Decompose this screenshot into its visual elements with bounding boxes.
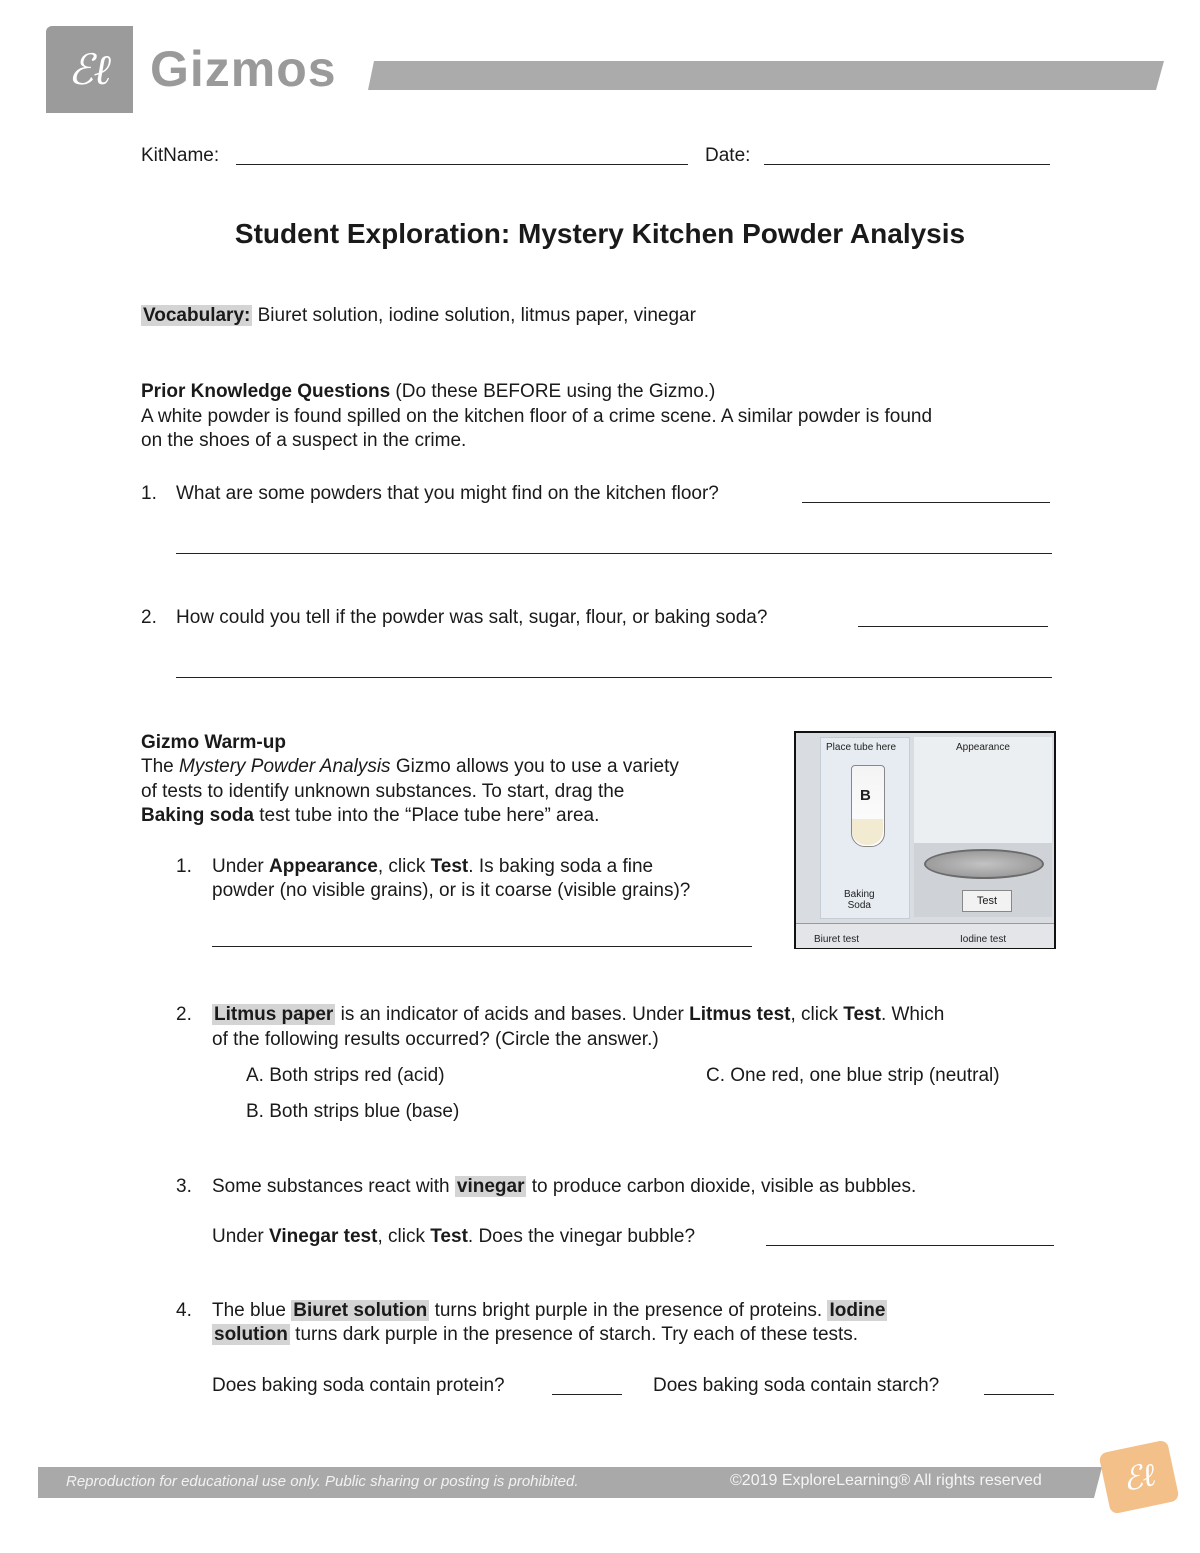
footer-copyright: ©2019 ExploreLearning® All rights reserved bbox=[730, 1472, 1042, 1489]
q4-biuret: Biuret solution bbox=[293, 1300, 428, 1321]
q1-test: Test bbox=[430, 856, 469, 877]
page-title: Student Exploration: Mystery Kitchen Powder Analysis bbox=[234, 218, 966, 249]
warmup-q3-number: 3. bbox=[176, 1176, 192, 1197]
header-bar bbox=[368, 61, 1164, 90]
warmup-line-1 bbox=[141, 755, 679, 779]
date-line[interactable] bbox=[764, 164, 1050, 165]
warmup-line-3 bbox=[141, 804, 599, 828]
vocabulary bbox=[141, 304, 696, 328]
q3h: . Does the vinegar bubble? bbox=[467, 1226, 696, 1247]
warmup-l1a: The bbox=[141, 756, 180, 777]
prior-q1-answer-line-2[interactable] bbox=[176, 553, 1052, 554]
q2-litmus-test: Litmus test bbox=[689, 1004, 791, 1025]
warmup-q2-line-1 bbox=[212, 1003, 944, 1027]
q3-test: Test bbox=[430, 1226, 468, 1247]
q4-iodine: Iodine bbox=[829, 1300, 886, 1321]
powder bbox=[852, 819, 883, 845]
name-line[interactable] bbox=[236, 164, 688, 165]
footer-logo bbox=[1098, 1439, 1179, 1514]
warmup-q1-line-2: powder (no visible grains), or is it coarse (visible grains)? bbox=[212, 880, 691, 901]
warmup-l1c: Gizmo allows you to use a variety bbox=[390, 756, 679, 777]
appearance-label: Appearance bbox=[956, 742, 1010, 753]
warmup-q4-line-2 bbox=[212, 1323, 858, 1347]
vocabulary-label: Vocabulary: bbox=[143, 305, 251, 326]
prior-heading-line bbox=[141, 380, 715, 404]
prior-q2-number: 2. bbox=[141, 607, 157, 628]
biuret-tab[interactable]: Biuret test bbox=[814, 934, 860, 945]
q2-litmus-paper: Litmus paper bbox=[214, 1004, 334, 1025]
q1a: Under bbox=[212, 856, 270, 877]
prior-note: (Do these BEFORE using the Gizmo.) bbox=[390, 381, 716, 402]
option-c[interactable]: C. One red, one blue strip (neutral) bbox=[706, 1065, 1000, 1086]
prior-q1: What are some powders that you might find on the kitchen floor? bbox=[176, 483, 719, 504]
q4-protein-question: Does baking soda contain protein? bbox=[212, 1375, 505, 1396]
q2f: . Which bbox=[880, 1004, 945, 1025]
name-label: KitName: bbox=[141, 145, 220, 166]
prior-q2-answer-line[interactable] bbox=[858, 626, 1048, 627]
prior-paragraph-2: on the shoes of a suspect in the crime. bbox=[141, 430, 467, 451]
q3c: to produce carbon dioxide, visible as bubbles. bbox=[526, 1176, 917, 1197]
prior-q2: How could you tell if the powder was salt, sugar, flour, or baking soda? bbox=[176, 607, 768, 628]
q2b: is an indicator of acids and bases. Under bbox=[335, 1004, 690, 1025]
q4-protein-answer-line[interactable] bbox=[552, 1394, 622, 1395]
q3d: Under bbox=[212, 1226, 270, 1247]
warmup-q3-line-2 bbox=[212, 1225, 695, 1249]
tube-name: Baking Soda bbox=[844, 889, 875, 911]
vocabulary-text: Biuret solution, iodine solution, litmus paper, vinegar bbox=[252, 305, 696, 326]
warmup-line-2: of tests to identify unknown substances. To start, drag the bbox=[141, 781, 625, 802]
footer-logo-mark: ℰℓ bbox=[1119, 1455, 1159, 1499]
warmup-q1-line-1 bbox=[212, 855, 653, 879]
q4c: turns bright purple in the presence of proteins. bbox=[429, 1300, 828, 1321]
prior-q2-answer-line-2[interactable] bbox=[176, 677, 1052, 678]
q4f: turns dark purple in the presence of starch. Try each of these tests. bbox=[289, 1324, 859, 1345]
q4-starch-answer-line[interactable] bbox=[984, 1394, 1054, 1395]
warmup-l3b: test tube into the “Place tube here” area. bbox=[253, 805, 600, 826]
warmup-q3-line-1 bbox=[212, 1175, 916, 1199]
q1c: , click bbox=[377, 856, 431, 877]
dish bbox=[924, 849, 1044, 879]
warmup-q4-line-1 bbox=[212, 1299, 887, 1323]
q4a: The blue bbox=[212, 1300, 292, 1321]
q2-test: Test bbox=[843, 1004, 881, 1025]
prior-q1-number: 1. bbox=[141, 483, 157, 504]
prior-paragraph-1: A white powder is found spilled on the kitchen floor of a crime scene. A similar powder is found bbox=[141, 406, 933, 427]
q1-appearance: Appearance bbox=[269, 856, 378, 877]
option-a[interactable]: A. Both strips red (acid) bbox=[246, 1065, 445, 1086]
warmup-baking-soda: Baking soda bbox=[141, 805, 254, 826]
q3-vinegar: vinegar bbox=[456, 1176, 525, 1197]
warmup-q3-answer-line[interactable] bbox=[766, 1245, 1054, 1246]
warmup-q1-answer-line[interactable] bbox=[212, 946, 752, 947]
q2d: , click bbox=[790, 1004, 844, 1025]
test-button[interactable]: Test bbox=[962, 890, 1012, 912]
warmup-q2-number: 2. bbox=[176, 1004, 192, 1025]
q4-starch-question: Does baking soda contain starch? bbox=[653, 1375, 940, 1396]
iodine-tab[interactable]: Iodine test bbox=[960, 934, 1007, 945]
footer-notice: Reproduction for educational use only. Public sharing or posting is prohibited. bbox=[66, 1473, 579, 1490]
warmup-q2-line-2: of the following results occurred? (Circle the answer.) bbox=[212, 1029, 659, 1050]
q3-vinegar-test: Vinegar test bbox=[269, 1226, 378, 1247]
tube-letter: B bbox=[860, 787, 871, 804]
q4-solution: solution bbox=[214, 1324, 288, 1345]
warmup-q1-number: 1. bbox=[176, 856, 192, 877]
warmup-q4-number: 4. bbox=[176, 1300, 192, 1321]
q3a: Some substances react with bbox=[212, 1176, 455, 1197]
warmup-heading: Gizmo Warm-up bbox=[141, 732, 286, 753]
q3f: , click bbox=[377, 1226, 431, 1247]
warmup-gizmo-name: Mystery Powder Analysis bbox=[179, 756, 391, 777]
logo-mark: ℰℓ bbox=[68, 44, 111, 94]
prior-q1-answer-line[interactable] bbox=[802, 502, 1050, 503]
option-b[interactable]: B. Both strips blue (base) bbox=[246, 1101, 460, 1122]
gizmo-screenshot bbox=[794, 731, 1056, 949]
place-tube-label: Place tube here bbox=[826, 742, 897, 753]
prior-heading: Prior Knowledge Questions bbox=[141, 381, 391, 402]
explorelearning-logo bbox=[46, 26, 133, 113]
q1e: . Is baking soda a fine bbox=[468, 856, 654, 877]
date-label: Date: bbox=[705, 145, 751, 166]
brand-name: Gizmos bbox=[150, 41, 337, 97]
